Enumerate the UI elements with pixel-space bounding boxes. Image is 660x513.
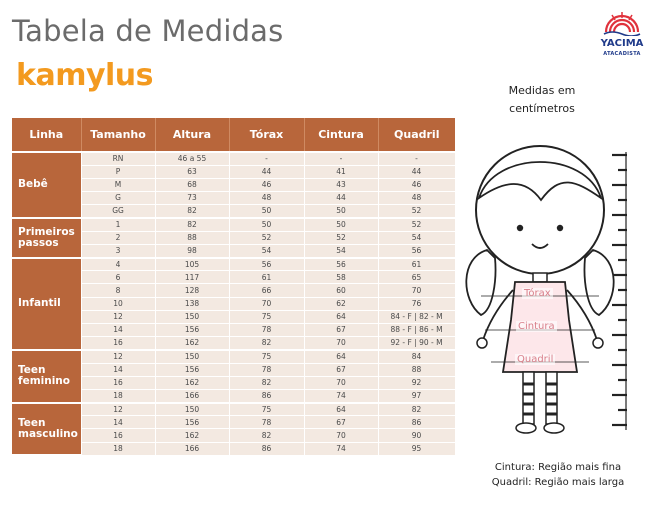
table-group-label: Teen masculino <box>12 403 81 456</box>
table-cell: 14 <box>81 416 155 429</box>
table-cell: M <box>81 178 155 191</box>
table-cell: 60 <box>304 284 378 297</box>
table-cell: 162 <box>155 376 229 389</box>
quadril-label: Quadril <box>517 354 554 365</box>
table-cell: 44 <box>229 165 304 178</box>
table-cell: 86 <box>229 442 304 455</box>
table-cell: 84 - F | 82 - M <box>378 310 455 323</box>
table-cell: 88 <box>378 363 455 376</box>
table-cell: 138 <box>155 297 229 310</box>
table-cell: 52 <box>378 218 455 231</box>
table-cell: 10 <box>81 297 155 310</box>
cintura-label: Cintura <box>518 321 555 332</box>
table-cell: 54 <box>229 244 304 257</box>
table-cell: 18 <box>81 442 155 455</box>
table-cell: 70 <box>229 297 304 310</box>
table-cell: 74 <box>304 389 378 402</box>
table-cell: 50 <box>229 205 304 218</box>
table-cell: 82 <box>155 205 229 218</box>
legend-cintura: Cintura: Região mais fina <box>494 462 622 473</box>
table-cell: 86 <box>229 389 304 402</box>
table-cell: 52 <box>229 231 304 244</box>
table-cell: 48 <box>229 192 304 205</box>
table-cell: 105 <box>155 258 229 271</box>
table-cell: 75 <box>229 350 304 363</box>
table-row <box>12 258 455 271</box>
table-row <box>12 350 455 363</box>
table-cell: 65 <box>378 271 455 284</box>
table-cell: 61 <box>229 271 304 284</box>
table-cell: - <box>378 152 455 165</box>
table-cell: 95 <box>378 442 455 455</box>
table-cell: 6 <box>81 271 155 284</box>
table-cell: 70 <box>378 284 455 297</box>
table-cell: 43 <box>304 178 378 191</box>
table-group-label: Bebê <box>12 152 81 218</box>
table-header-row <box>12 118 455 152</box>
table-cell: 150 <box>155 310 229 323</box>
table-cell: 150 <box>155 403 229 416</box>
table-cell: 58 <box>304 271 378 284</box>
column-header: Altura <box>155 118 229 152</box>
torax-label: Tórax <box>524 288 551 299</box>
table-cell: GG <box>81 205 155 218</box>
table-cell: 14 <box>81 363 155 376</box>
table-cell: 61 <box>378 258 455 271</box>
table-cell: 64 <box>304 310 378 323</box>
table-cell: - <box>304 152 378 165</box>
brand-logo: kamylus <box>16 58 154 93</box>
table-cell: 78 <box>229 363 304 376</box>
table-cell: 70 <box>304 429 378 442</box>
table-cell: 56 <box>378 244 455 257</box>
table-cell: 74 <box>304 442 378 455</box>
table-cell: 84 <box>378 350 455 363</box>
size-table <box>12 118 456 456</box>
table-cell: 82 <box>229 376 304 389</box>
corporate-logo-name: YACIMA <box>600 38 644 49</box>
table-cell: P <box>81 165 155 178</box>
table-group-label: Primeiros passos <box>12 218 81 258</box>
sunrise-icon <box>602 10 642 36</box>
table-cell: 162 <box>155 337 229 350</box>
table-cell: 54 <box>304 244 378 257</box>
table-cell: - <box>229 152 304 165</box>
table-cell: 41 <box>304 165 378 178</box>
corporate-logo <box>592 10 652 66</box>
table-cell: 56 <box>229 258 304 271</box>
table-cell: 82 <box>378 403 455 416</box>
column-header: Quadril <box>378 118 455 152</box>
table-cell: 156 <box>155 323 229 336</box>
table-cell: 63 <box>155 165 229 178</box>
table-cell: 166 <box>155 389 229 402</box>
table-cell: 44 <box>378 165 455 178</box>
table-cell: 46 a 55 <box>155 152 229 165</box>
table-cell: 88 <box>155 231 229 244</box>
table-cell: 162 <box>155 429 229 442</box>
table-cell: 12 <box>81 350 155 363</box>
table-cell: 50 <box>304 218 378 231</box>
table-cell: 90 <box>378 429 455 442</box>
table-cell: 86 <box>378 416 455 429</box>
table-cell: 67 <box>304 416 378 429</box>
table-cell: 16 <box>81 337 155 350</box>
table-cell: 76 <box>378 297 455 310</box>
table-cell: 70 <box>304 376 378 389</box>
table-cell: 46 <box>378 178 455 191</box>
table-cell: 56 <box>304 258 378 271</box>
table-cell: 82 <box>229 337 304 350</box>
table-cell: 52 <box>304 231 378 244</box>
table-cell: 150 <box>155 350 229 363</box>
table-cell: 62 <box>304 297 378 310</box>
page-title: Tabela de Medidas <box>12 14 284 48</box>
table-cell: 12 <box>81 310 155 323</box>
column-header: Tamanho <box>81 118 155 152</box>
table-cell: 75 <box>229 310 304 323</box>
table-cell: 66 <box>229 284 304 297</box>
table-cell: 18 <box>81 389 155 402</box>
table-cell: 2 <box>81 231 155 244</box>
table-cell: 52 <box>378 205 455 218</box>
table-cell: 78 <box>229 416 304 429</box>
table-cell: 44 <box>304 192 378 205</box>
table-cell: 82 <box>155 218 229 231</box>
table-cell: 14 <box>81 323 155 336</box>
table-cell: 50 <box>229 218 304 231</box>
table-cell: 117 <box>155 271 229 284</box>
table-cell: 67 <box>304 323 378 336</box>
table-row <box>12 152 455 165</box>
table-cell: 98 <box>155 244 229 257</box>
table-body <box>12 152 455 455</box>
table-cell: 92 <box>378 376 455 389</box>
table-cell: 4 <box>81 258 155 271</box>
table-cell: 70 <box>304 337 378 350</box>
child-measurement-illustration <box>455 140 655 440</box>
table-cell: 8 <box>81 284 155 297</box>
table-cell: 50 <box>304 205 378 218</box>
table-cell: 67 <box>304 363 378 376</box>
table-cell: 16 <box>81 429 155 442</box>
table-cell: 88 - F | 86 - M <box>378 323 455 336</box>
measurement-legend <box>478 460 638 490</box>
table-cell: 54 <box>378 231 455 244</box>
table-group-label: Teen feminino <box>12 350 81 403</box>
table-cell: 48 <box>378 192 455 205</box>
table-cell: 82 <box>229 429 304 442</box>
column-header: Linha <box>12 118 81 152</box>
table-row <box>12 403 455 416</box>
table-cell: 78 <box>229 323 304 336</box>
table-cell: 166 <box>155 442 229 455</box>
girl-figure-icon <box>455 140 655 440</box>
table-cell: G <box>81 192 155 205</box>
table-row <box>12 218 455 231</box>
table-cell: 156 <box>155 363 229 376</box>
table-cell: 68 <box>155 178 229 191</box>
table-cell: 75 <box>229 403 304 416</box>
table-cell: 97 <box>378 389 455 402</box>
table-group-label: Infantil <box>12 258 81 350</box>
table-cell: 128 <box>155 284 229 297</box>
column-header: Tórax <box>229 118 304 152</box>
column-header: Cintura <box>304 118 378 152</box>
table-cell: 92 - F | 90 - M <box>378 337 455 350</box>
table-cell: 73 <box>155 192 229 205</box>
table-cell: 46 <box>229 178 304 191</box>
corporate-logo-subtitle: ATACADISTA <box>603 51 641 57</box>
table-cell: 12 <box>81 403 155 416</box>
table-cell: 64 <box>304 350 378 363</box>
table-cell: 1 <box>81 218 155 231</box>
table-cell: 16 <box>81 376 155 389</box>
table-cell: 64 <box>304 403 378 416</box>
legend-quadril: Quadril: Região mais larga <box>491 477 625 488</box>
measurement-note: Medidas em centímetros <box>508 84 576 115</box>
table-cell: RN <box>81 152 155 165</box>
table-cell: 156 <box>155 416 229 429</box>
table-cell: 3 <box>81 244 155 257</box>
